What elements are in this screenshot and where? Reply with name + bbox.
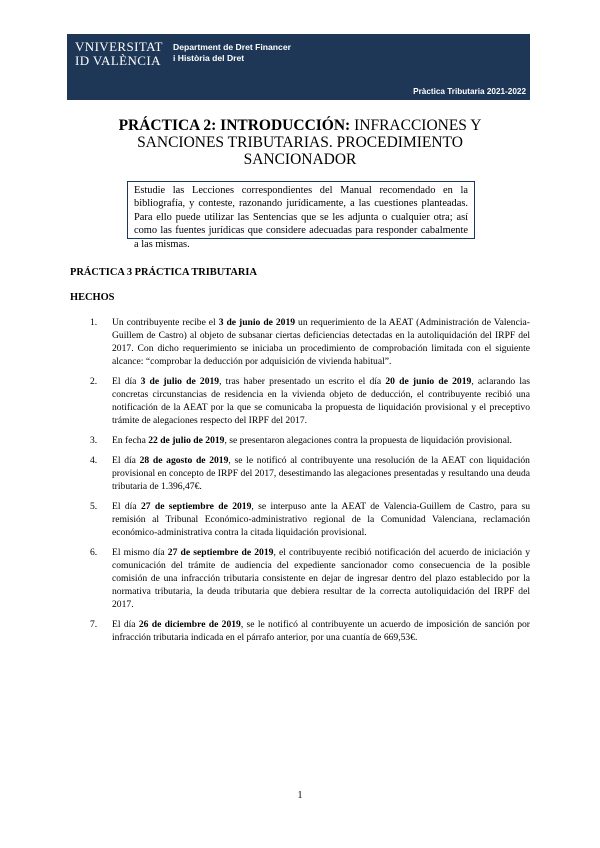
fact-number: 4. [90,455,98,466]
fact-date: 20 de junio de 2019 [385,376,472,387]
university-logo [75,40,163,68]
fact-number: 1. [90,317,98,328]
section-practice-heading: PRÁCTICA 3 PRÁCTICA TRIBUTARIA [70,267,257,278]
fact-text: El día [112,501,141,512]
fact-text: El mismo día [112,547,168,558]
fact-item [70,618,530,644]
fact-date: 27 de septiembre de 2019 [140,501,252,512]
fact-date: 22 de julio de 2019 [148,435,225,446]
department-line2: i Història del Dret [173,53,245,63]
fact-text: , se presentaron alegaciones contra la propuesta de liquidación provisional. [224,435,512,446]
university-logo-line2: ID VALÈNCIA [75,53,161,68]
university-logo-line1: VNIVERSITAT [75,39,163,54]
fact-item [70,375,530,427]
department-name [173,42,291,64]
fact-item [70,500,530,539]
fact-number: 2. [90,376,98,387]
page-number: 1 [297,790,303,801]
fact-text: , se le notificó al contribuyente una resolución de la AEAT con liquidación provisional en concepto de IRPF del 2017, desestimando las alegaciones presentadas y resultando una deuda tributaria de 1.396,47€. [112,455,530,492]
fact-text: , se interpuso ante la AEAT de Valencia-Guillem de Castro, para su remisión al Tribunal Económico-administrativo regional de la Comunidad Valenciana, reclamación económico-administrativa contra la citada liquidación provisional. [112,501,531,538]
fact-number: 5. [90,501,98,512]
fact-item [70,434,530,447]
fact-date: 26 de diciembre de 2019 [138,619,241,630]
fact-item [70,316,530,368]
instructions-box: Estudie las Lecciones correspondientes del Manual recomendado en la bibliografía, y conteste, razonando jurídicamente, a las cuestiones planteadas. Para ello puede utilizar las Sentencias que se les adjunta o cualquier otra; así como las fuentes jurídicas que considere adecuadas para responder cabalmente a las mismas. [127,181,475,239]
fact-number: 7. [90,619,98,630]
fact-text: El día [112,376,141,387]
fact-date: 28 de agosto de 2019 [139,455,229,466]
fact-text: , el contribuyente recibió notificación del acuerdo de iniciación y comunicación del trámite de audiencia del expediente sancionador como consecuencia de la posible comisión de una infracción tributaria consistente en dejar de ingresar dentro del plazo establecido por la normativa tributaria, la deuda tributaria que debiera resultar de la correcta autoliquidación del IRPF del 2017. [112,547,531,610]
fact-number: 6. [90,547,98,558]
fact-text: , se le notificó al contribuyente un acuerdo de imposición de sanción por infracción tributaria indicada en el párrafo anterior, por una cuantía de 669,53€. [112,619,530,643]
department-line1: Department de Dret Financer [173,42,291,52]
document-title-bold: PRÁCTICA 2: INTRODUCCIÓN: [118,117,351,134]
section-facts-heading: HECHOS [70,292,115,303]
practice-year-label: Pràctica Tributaria 2021-2022 [413,87,526,96]
fact-text: , tras haber presentado un escrito el día [219,376,386,387]
fact-item [70,454,530,493]
facts-list [70,316,530,651]
fact-text: En fecha [112,435,149,446]
fact-text: , aclarando las concretas circunstancias de residencia en la vivienda objeto de deducción, el contribuyente recibió una notificación de la AEAT por la que se comunicaba la propuesta de liquidación provisional y el preceptivo trámite de alegaciones respecto del IRPF del 2017. [112,376,531,426]
fact-text: El día [112,455,140,466]
document-title [110,117,490,168]
fact-date: 3 de junio de 2019 [218,317,296,328]
document-title-rest: INFRACCIONES Y SANCIONES TRIBUTARIAS. PROCEDIMIENTO SANCIONADOR [137,117,482,168]
fact-text: Un contribuyente recibe el [112,317,219,328]
fact-item [70,546,530,611]
header-banner [67,34,530,100]
fact-text: El día [112,619,139,630]
fact-text: un requerimiento de la AEAT (Administración de Valencia-Guillem de Castro) al objeto de subsanar ciertas deficiencias detectadas en la autoliquidación del IRPF del 2017. Con dicho requerimiento se iniciaba un procedimiento de comprobación limitada con el siguiente alcance: “comprobar la deducción por adquisición de vivienda habitual”. [112,317,530,367]
fact-date: 3 de julio de 2019 [140,376,220,387]
fact-date: 27 de septiembre de 2019 [167,547,274,558]
fact-number: 3. [90,435,98,446]
